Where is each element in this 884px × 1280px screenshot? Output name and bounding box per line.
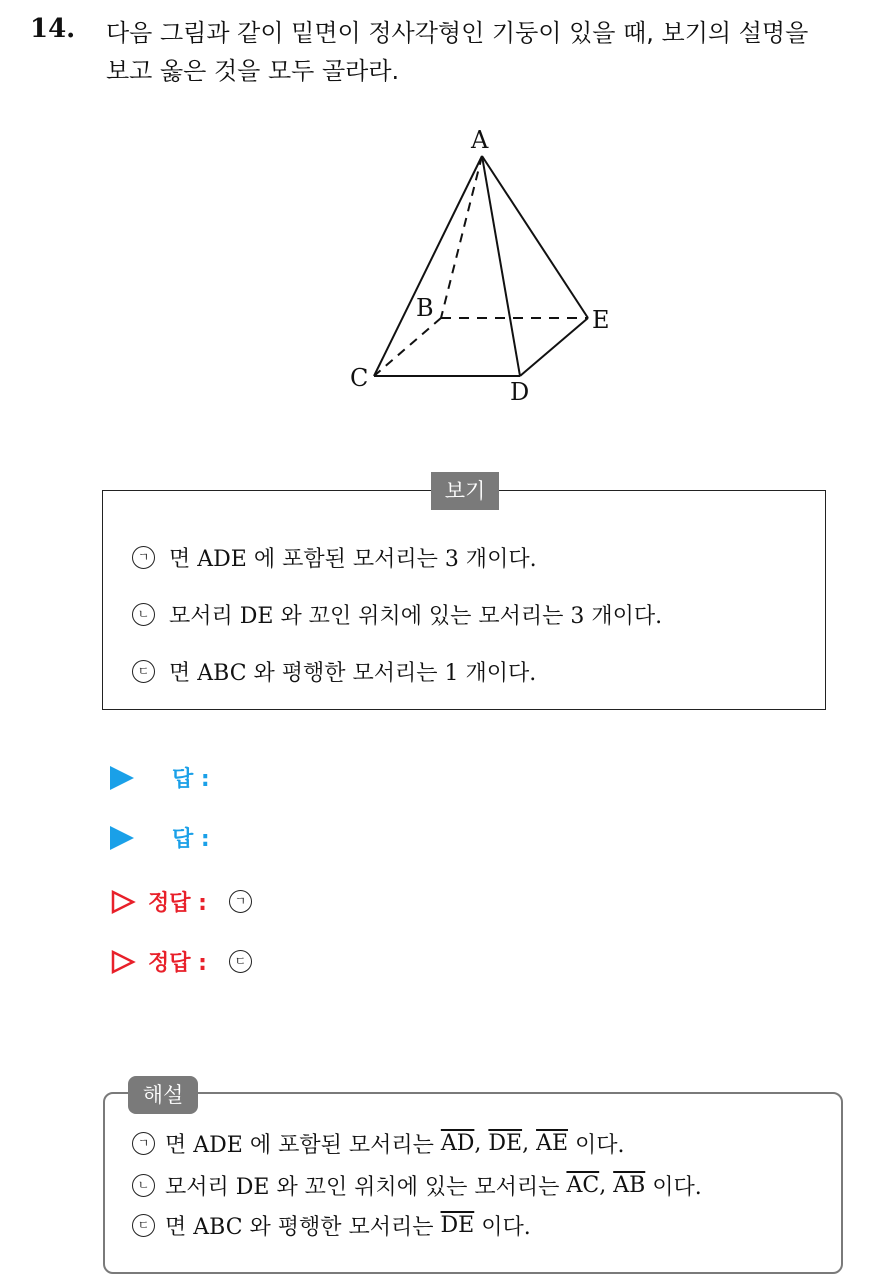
- edge-de: [520, 318, 588, 376]
- circled-marker: ㄴ: [132, 1174, 155, 1197]
- segment-ab: $\overline{AB}$: [613, 1173, 646, 1198]
- answer-label: 답 :: [172, 767, 210, 792]
- circled-marker: ㄷ: [132, 660, 155, 683]
- play-icon: [110, 826, 134, 850]
- explanation-suffix: 이다.: [575, 1133, 625, 1158]
- correct-answer-value: [229, 950, 252, 973]
- correct-answer-value: [229, 890, 252, 913]
- circled-marker: ㄱ: [132, 1132, 155, 1155]
- segment-ae: $\overline{AE}$: [536, 1131, 569, 1156]
- explanation-text: 면 ADE 에 포함된 모서리는: [165, 1133, 434, 1158]
- explanation-text: 모서리 DE 와 꼬인 위치에 있는 모서리는: [165, 1175, 560, 1200]
- question-text: [106, 14, 866, 90]
- play-icon: [110, 766, 134, 790]
- label-a: A: [471, 126, 489, 154]
- bogi-item-text: 면 ABC 와 평행한 모서리는 1 개이다.: [169, 661, 537, 686]
- label-e: E: [592, 306, 610, 334]
- circled-marker: ㄱ: [229, 890, 252, 913]
- circled-marker: ㄷ: [229, 950, 252, 973]
- segment-de: $\overline{DE}$: [488, 1131, 523, 1156]
- explanation-suffix: 이다.: [652, 1175, 702, 1200]
- question-line-2: 보고 옳은 것을 모두 골라라.: [106, 57, 400, 85]
- bogi-item-text: 면 ADE 에 포함된 모서리는 3 개이다.: [169, 547, 537, 572]
- edge-ad: [482, 156, 520, 376]
- pyramid-figure: [330, 118, 630, 418]
- explanation-title: 해설: [128, 1076, 198, 1114]
- explanation-line-2: ㄴ 모서리 DE 와 꼬인 위치에 있는 모서리는 $\overline{AC}$ , $\overline{AB}$ 이다.: [132, 1170, 702, 1201]
- bogi-item-2: [132, 599, 662, 630]
- answer-blank-row-2: [110, 822, 210, 853]
- bogi-item-3: [132, 656, 536, 687]
- segment-ac: $\overline{AC}$: [566, 1173, 600, 1198]
- label-d: D: [510, 378, 530, 406]
- explanation-text: 면 ABC 와 평행한 모서리는: [165, 1215, 434, 1240]
- label-c: C: [350, 364, 369, 392]
- correct-answer-row-1: [110, 886, 252, 917]
- edge-ab: [441, 156, 482, 318]
- bogi-item-text: 모서리 DE 와 꼬인 위치에 있는 모서리는 3 개이다.: [169, 604, 663, 629]
- correct-answer-row-2: [110, 946, 252, 977]
- explanation-line-3: [132, 1210, 531, 1241]
- answer-blank-row-1: [110, 762, 210, 793]
- circled-marker: ㄱ: [132, 546, 155, 569]
- edge-bc: [374, 318, 441, 376]
- question-number: 14.: [30, 14, 76, 44]
- circled-marker: ㄴ: [132, 603, 155, 626]
- explanation-line-1: ㄱ 면 ADE 에 포함된 모서리는 $\overline{AD}$ , $\overline{DE}$ , $\overline{AE}$ 이다.: [132, 1128, 625, 1159]
- edge-ae: [482, 156, 588, 318]
- correct-label: 정답 :: [148, 891, 207, 916]
- question-line-1: 다음 그림과 같이 밑면이 정사각형인 기둥이 있을 때, 보기의 설명을: [106, 19, 809, 47]
- bogi-title: 보기: [431, 472, 499, 510]
- play-outline-icon: [110, 889, 136, 915]
- bogi-item-1: [132, 542, 537, 573]
- label-b: B: [416, 294, 434, 322]
- edge-ac: [374, 156, 482, 376]
- explanation-suffix: 이다.: [481, 1215, 531, 1240]
- circled-marker: ㄷ: [132, 1214, 155, 1237]
- play-outline-icon: [110, 949, 136, 975]
- segment-de: $\overline{DE}$: [440, 1213, 475, 1238]
- correct-label: 정답 :: [148, 951, 207, 976]
- answer-label: 답 :: [172, 827, 210, 852]
- segment-ad: $\overline{AD}$: [440, 1131, 475, 1156]
